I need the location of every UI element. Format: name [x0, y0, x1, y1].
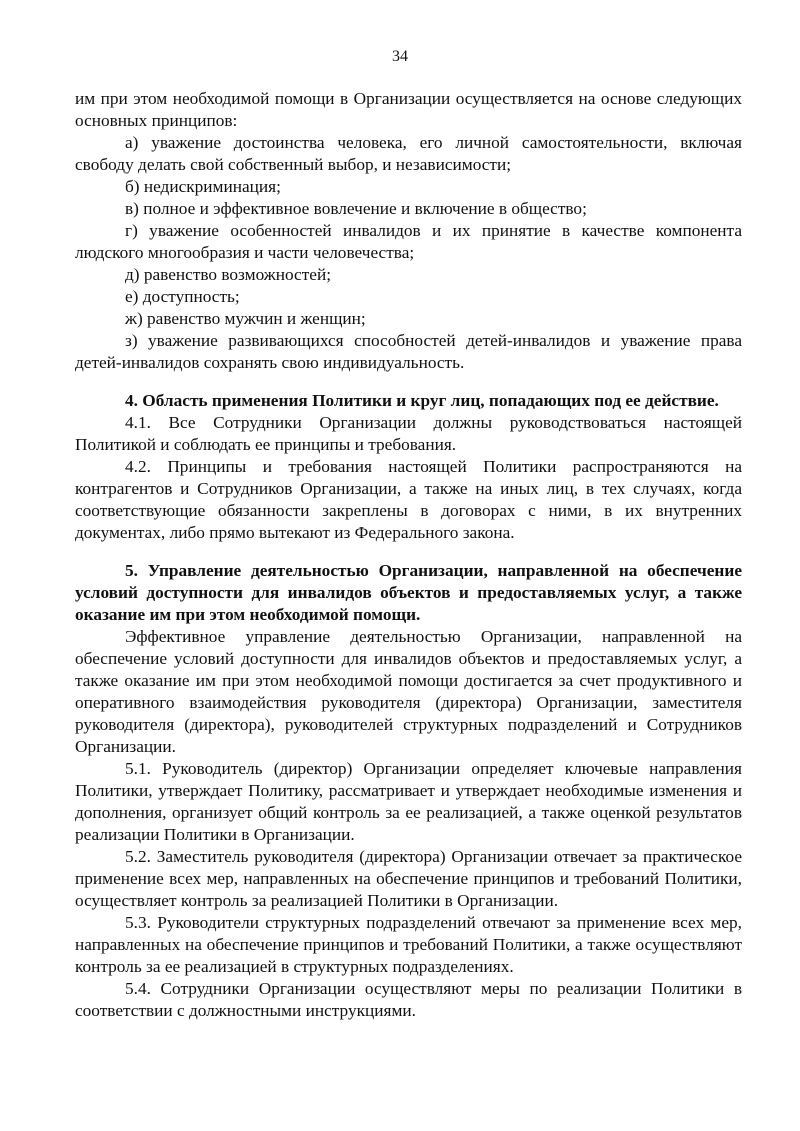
- section-5-paragraph-1: 5.1. Руководитель (директор) Организации определяет ключевые направления Политики, утверждает Политику, рассматривает и утверждает необходимые изменения и дополнения, организует общий контроль за ее реализацией, а также оценкой результатов реализации Политики в Организации.: [75, 759, 742, 844]
- principle-v: в) полное и эффективное вовлечение и включение в общество;: [125, 199, 587, 218]
- page-number: 34: [392, 48, 408, 65]
- principle-a: а) уважение достоинства человека, его личной самостоятельности, включая свободу делать свой собственный выбор, и независимости;: [75, 133, 742, 174]
- section-4-paragraph-2: 4.2. Принципы и требования настоящей Политики распространяются на контрагентов и Сотрудников Организации, а также на иных лиц, в тех случаях, когда соответствующие обязанности закреплены в договорах с ними, в их внутренних документах, либо прямо вытекают из Федерального закона.: [75, 457, 742, 542]
- section-4-paragraph-1: 4.1. Все Сотрудники Организации должны руководствоваться настоящей Политикой и соблюдать ее принципы и требования.: [75, 413, 742, 454]
- principle-e: е) доступность;: [125, 287, 240, 306]
- principle-z: з) уважение развивающихся способностей детей-инвалидов и уважение права детей-инвалидов сохранять свою индивидуальность.: [75, 331, 742, 372]
- section-5-paragraph-2: 5.2. Заместитель руководителя (директора) Организации отвечает за практическое применение всех мер, направленных на обеспечение принципов и требований Политики, осуществляет контроль за реализацией Политики в Организации.: [75, 847, 742, 910]
- section-4-heading: 4. Область применения Политики и круг лиц, попадающих под ее действие.: [125, 391, 719, 410]
- section-5-intro: Эффективное управление деятельностью Организации, направленной на обеспечение условий доступности для инвалидов объектов и предоставляемых услуг, а также оказание им при этом необходимой помощи достигается за счет продуктивного и оперативного взаимодействия руководителя (директора) Организации, заместителя руководителя (директора), руководителей структурных подразделений и Сотрудников Организации.: [75, 627, 742, 756]
- principle-d: д) равенство возможностей;: [125, 265, 331, 284]
- principle-zh: ж) равенство мужчин и женщин;: [125, 309, 366, 328]
- section-5-paragraph-3: 5.3. Руководители структурных подразделений отвечают за применение всех мер, направленных на обеспечение принципов и требований Политики, а также осуществляют контроль за ее реализацией в структурных подразделениях.: [75, 913, 742, 976]
- principle-g: г) уважение особенностей инвалидов и их принятие в качестве компонента людского многообразия и части человечества;: [75, 221, 742, 262]
- section-5-heading: 5. Управление деятельностью Организации, направленной на обеспечение условий доступности для инвалидов объектов и предоставляемых услуг, а также оказание им при этом необходимой помощи.: [75, 561, 742, 624]
- principle-b: б) недискриминация;: [125, 177, 281, 196]
- page-content: [75, 88, 742, 1022]
- intro-paragraph: им при этом необходимой помощи в Организации осуществляется на основе следующих основных принципов:: [75, 89, 742, 130]
- section-5-paragraph-4: 5.4. Сотрудники Организации осуществляют меры по реализации Политики в соответствии с должностными инструкциями.: [75, 979, 742, 1020]
